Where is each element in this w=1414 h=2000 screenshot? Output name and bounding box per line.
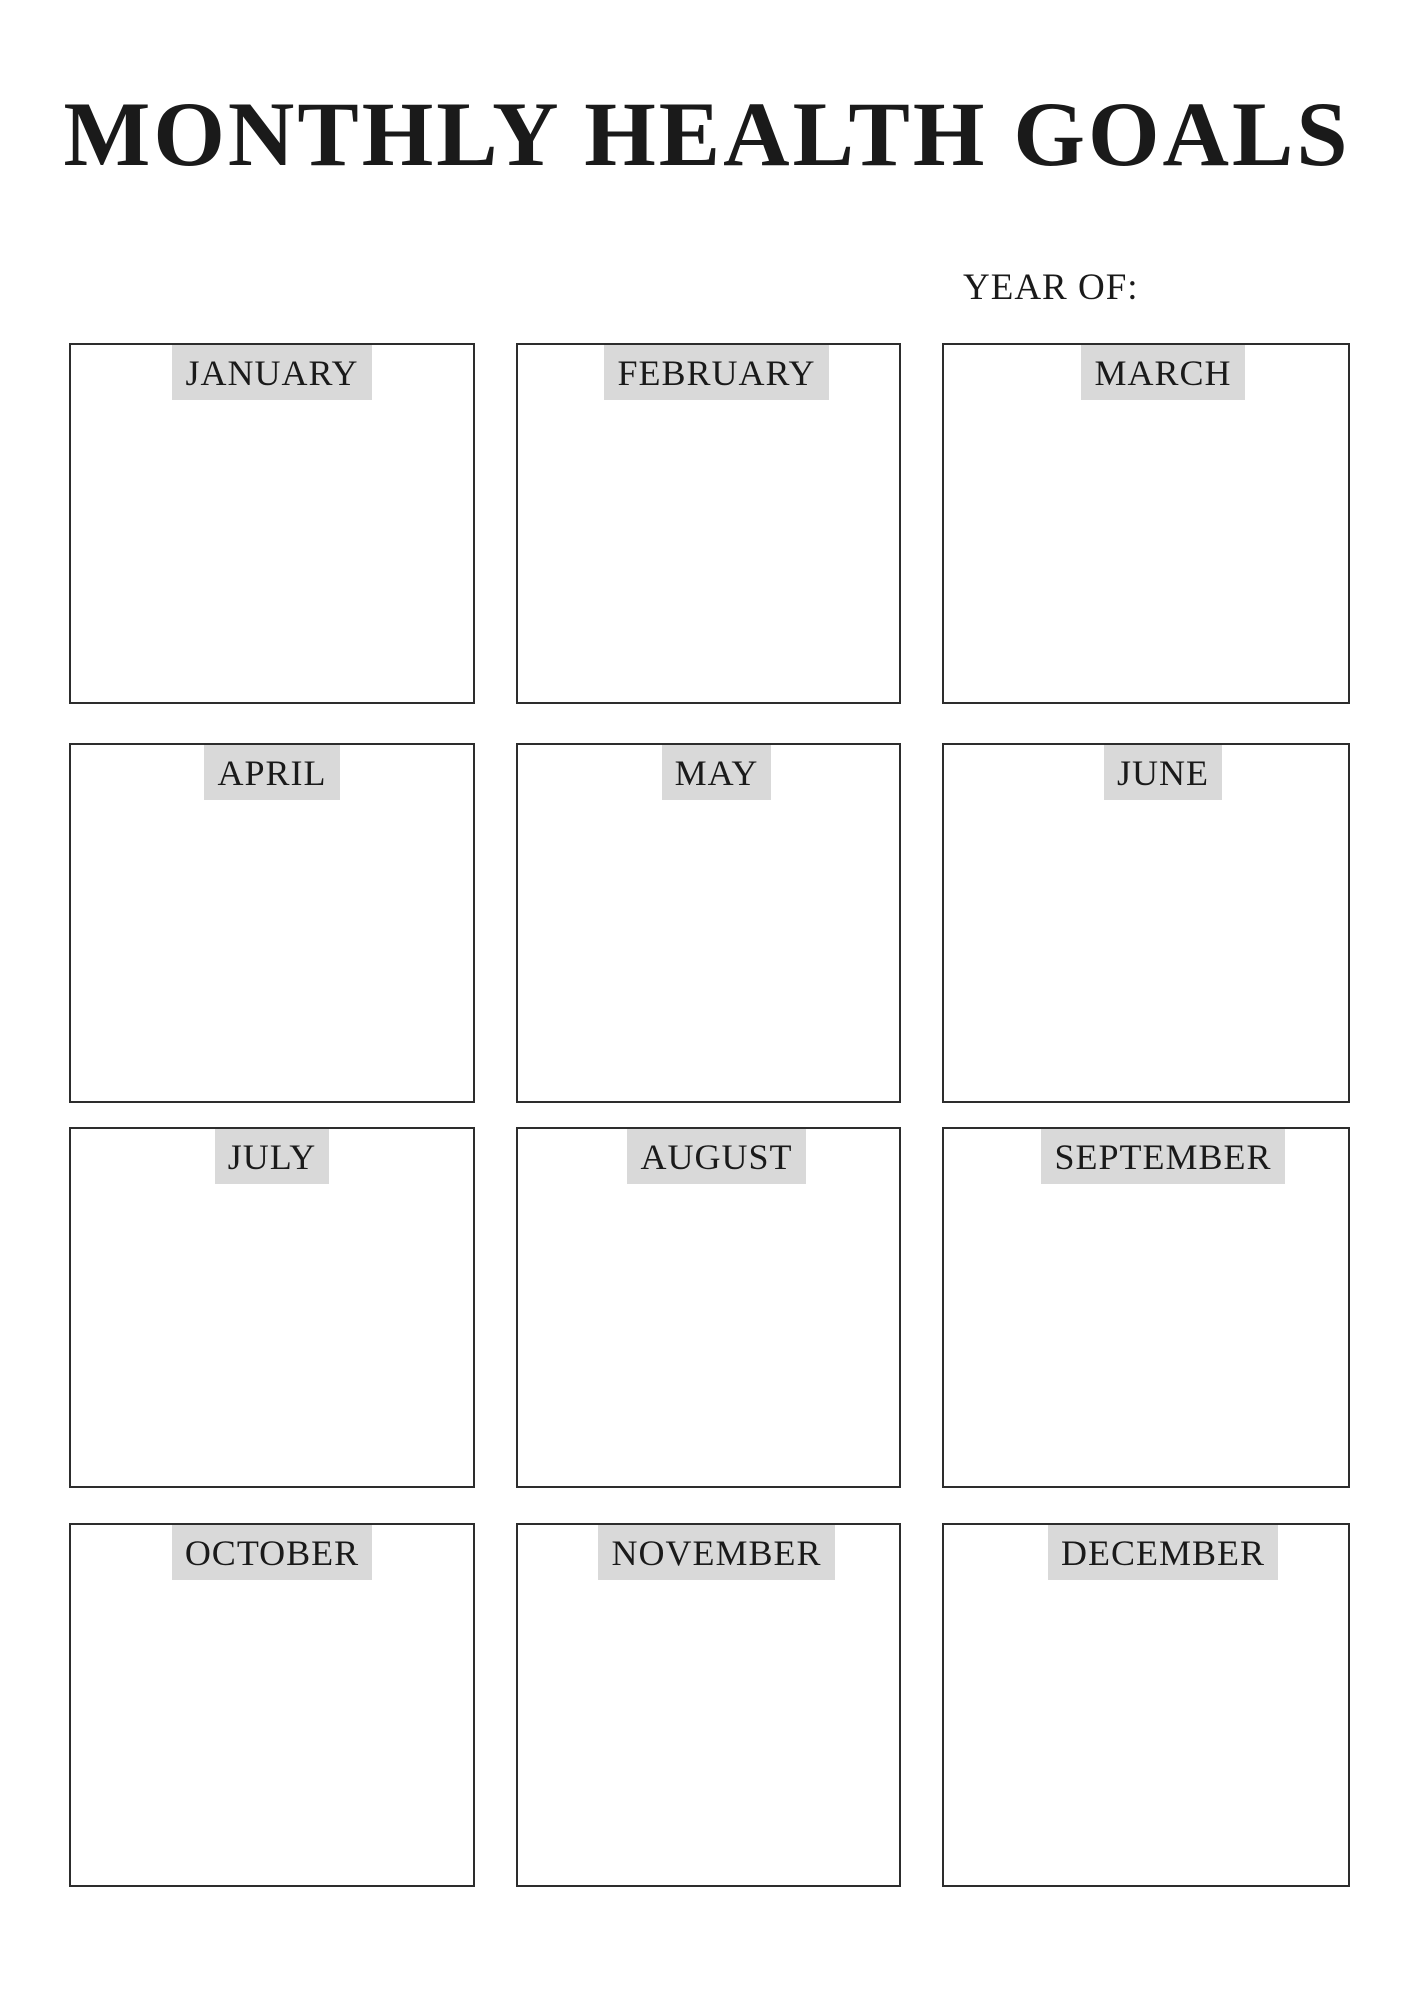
month-label-chip [1104,745,1222,800]
month-label-chip [1041,1129,1284,1184]
month-card-october [69,1523,475,1887]
month-label-chip [1081,345,1244,400]
month-card-march [942,343,1350,704]
month-label-july: JULY [227,1136,317,1177]
month-label-chip [627,1129,805,1184]
month-label-chip [172,345,371,400]
month-label-september: SEPTEMBER [1054,1136,1272,1177]
month-label-august: AUGUST [640,1136,793,1177]
month-card-december [942,1523,1350,1887]
month-grid [69,343,1350,1887]
month-label-chip [598,1525,834,1580]
month-card-may [516,743,901,1103]
month-row-4 [69,1523,1350,1887]
month-label-chip [662,745,772,800]
month-card-january [69,343,475,704]
month-label-december: DECEMBER [1060,1532,1265,1573]
month-card-february [516,343,901,704]
month-card-september [942,1127,1350,1488]
page-title: MONTHLY HEALTH GOALS [63,83,1351,185]
month-label-october: OCTOBER [184,1532,360,1573]
month-row-3 [69,1127,1350,1488]
month-label-chip [204,745,339,800]
year-of-label: YEAR OF: [963,267,1139,308]
month-label-march: MARCH [1094,352,1232,393]
month-label-november: NOVEMBER [611,1532,822,1573]
month-label-april: APRIL [217,752,327,793]
month-label-chip [1048,1525,1278,1580]
month-label-chip [172,1525,372,1580]
month-card-june [942,743,1350,1103]
month-label-chip [215,1129,329,1184]
month-card-november [516,1523,901,1887]
month-card-july [69,1127,475,1488]
month-label-january: JANUARY [185,352,359,393]
month-row-2 [69,743,1350,1103]
month-label-june: JUNE [1117,752,1209,793]
month-label-chip [604,345,828,400]
month-label-may: MAY [674,752,759,793]
month-label-february: FEBRUARY [617,352,816,393]
month-card-april [69,743,475,1103]
month-card-august [516,1127,901,1488]
month-row-1 [69,343,1350,704]
